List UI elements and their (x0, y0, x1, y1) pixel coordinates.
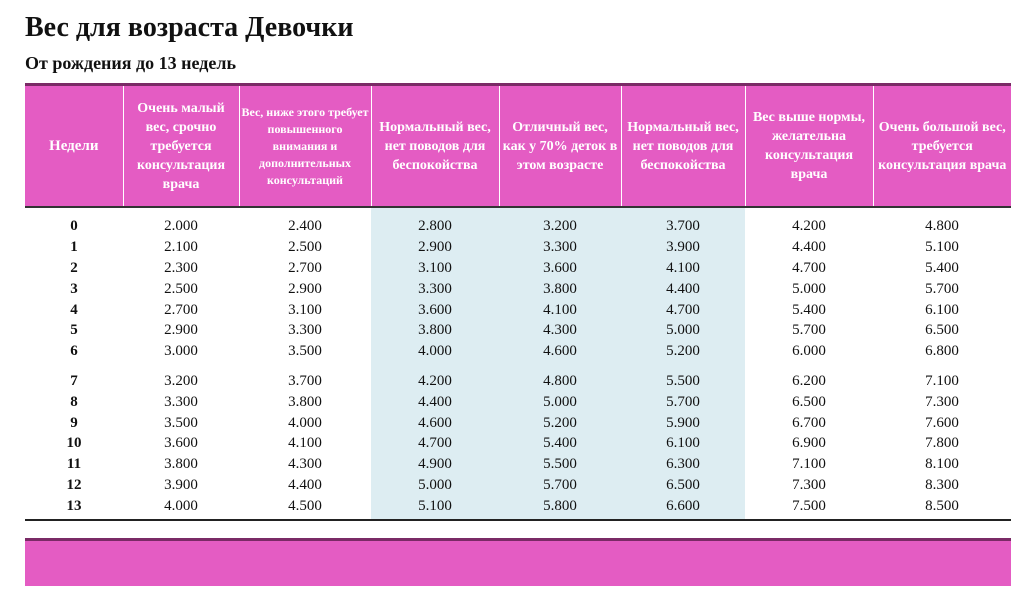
weight-cell: 6.000 (792, 343, 826, 360)
weight-cell: 3.900 (621, 237, 745, 258)
weight-cell: 7.300 (925, 393, 959, 410)
weight-cell: 4.400 (792, 239, 826, 256)
weight-cell: 3.000 (164, 343, 198, 360)
header-normal-weight-low: Нормальный вес, нет поводов для беспокойства (371, 85, 499, 208)
table-row (25, 433, 1011, 454)
weight-cell: 2.800 (371, 207, 499, 237)
week-cell: 3 (70, 280, 78, 297)
weight-cell: 4.200 (792, 218, 826, 235)
weight-cell: 7.300 (792, 476, 826, 493)
table-body (25, 207, 1011, 520)
weight-cell: 6.100 (925, 301, 959, 318)
weight-cell: 4.400 (621, 278, 745, 299)
week-cell: 2 (70, 259, 78, 276)
weight-cell: 5.700 (621, 391, 745, 412)
weight-cell: 3.600 (499, 258, 621, 279)
weight-cell: 4.400 (288, 476, 322, 493)
weight-cell: 3.200 (164, 372, 198, 389)
weight-cell: 4.300 (499, 320, 621, 341)
weight-cell: 2.500 (288, 239, 322, 256)
weight-cell: 3.800 (371, 320, 499, 341)
weight-cell: 3.100 (288, 301, 322, 318)
weight-cell: 6.700 (792, 414, 826, 431)
weight-table-container (25, 83, 1011, 521)
weight-cell: 4.100 (288, 435, 322, 452)
weight-cell: 5.800 (499, 495, 621, 520)
weight-cell: 2.900 (371, 237, 499, 258)
week-cell: 0 (70, 218, 78, 235)
table-row (25, 299, 1011, 320)
footer-bar (25, 538, 1011, 586)
weight-cell: 4.000 (288, 414, 322, 431)
week-cell: 13 (25, 495, 123, 520)
weight-cell: 6.600 (621, 495, 745, 520)
weight-cell: 3.300 (499, 237, 621, 258)
weight-cell: 4.600 (499, 341, 621, 362)
weight-table (25, 83, 1011, 521)
weight-cell: 5.200 (621, 341, 745, 362)
weight-cell: 5.100 (925, 239, 959, 256)
week-cell: 7 (70, 372, 78, 389)
table-row (25, 341, 1011, 362)
week-cell: 1 (70, 239, 78, 256)
weight-cell: 5.500 (621, 362, 745, 392)
weight-cell: 5.400 (925, 259, 959, 276)
weight-cell: 8.300 (925, 476, 959, 493)
weight-cell: 3.900 (164, 476, 198, 493)
weight-cell: 4.200 (371, 362, 499, 392)
weight-cell: 4.100 (499, 299, 621, 320)
weight-cell: 5.700 (499, 475, 621, 496)
weight-cell: 4.500 (239, 495, 371, 520)
table-row (25, 258, 1011, 279)
header-above-normal-weight: Вес выше нормы, желательна консультация врача (745, 85, 873, 208)
page-subtitle: От рождения до 13 недель (25, 53, 236, 73)
weight-cell: 5.000 (371, 475, 499, 496)
weight-cell: 3.600 (164, 435, 198, 452)
weight-cell: 6.500 (621, 475, 745, 496)
weight-cell: 3.700 (621, 207, 745, 237)
table-row (25, 495, 1011, 520)
table-row (25, 362, 1011, 392)
table-row (25, 237, 1011, 258)
table-row (25, 320, 1011, 341)
weight-cell: 5.200 (499, 412, 621, 433)
weight-cell: 4.700 (621, 299, 745, 320)
weight-cell: 4.600 (371, 412, 499, 433)
week-cell: 9 (70, 414, 78, 431)
week-cell: 11 (66, 456, 82, 473)
weight-cell: 2.700 (288, 259, 322, 276)
weight-cell: 5.400 (792, 301, 826, 318)
weight-cell: 4.800 (925, 218, 959, 235)
weight-cell: 7.600 (925, 414, 959, 431)
weight-cell: 6.900 (792, 435, 826, 452)
table-row (25, 475, 1011, 496)
weight-cell: 5.500 (499, 454, 621, 475)
week-cell: 5 (70, 322, 78, 339)
weight-cell: 4.100 (621, 258, 745, 279)
weight-cell: 5.000 (792, 280, 826, 297)
weight-cell: 4.000 (123, 495, 239, 520)
weight-cell: 2.100 (164, 239, 198, 256)
weight-cell: 2.000 (164, 218, 198, 235)
table-row (25, 454, 1011, 475)
weight-cell: 2.400 (288, 218, 322, 235)
weight-cell: 6.300 (621, 454, 745, 475)
weight-cell: 2.900 (164, 322, 198, 339)
weight-cell: 8.100 (925, 456, 959, 473)
weight-cell: 5.000 (499, 391, 621, 412)
weight-cell: 2.700 (164, 301, 198, 318)
weight-cell: 8.500 (873, 495, 1011, 520)
weight-cell: 4.900 (371, 454, 499, 475)
header-very-low-weight: Очень малый вес, срочно требуется консультация врача (123, 85, 239, 208)
week-cell: 6 (70, 343, 78, 360)
weight-cell: 6.800 (925, 343, 959, 360)
weight-cell: 5.700 (792, 322, 826, 339)
weight-cell: 3.300 (288, 322, 322, 339)
header-very-high-weight: Очень большой вес, требуется консультация врача (873, 85, 1011, 208)
page-title: Вес для возраста Девочки (25, 12, 354, 43)
weight-cell: 3.100 (371, 258, 499, 279)
week-cell: 12 (66, 476, 82, 493)
weight-cell: 3.700 (288, 372, 322, 389)
weight-cell: 3.800 (499, 278, 621, 299)
table-row (25, 412, 1011, 433)
weight-cell: 5.100 (371, 495, 499, 520)
table-row (25, 391, 1011, 412)
weight-cell: 6.200 (792, 372, 826, 389)
weight-cell: 4.700 (792, 259, 826, 276)
weight-cell: 3.300 (164, 393, 198, 410)
weight-cell: 4.300 (288, 456, 322, 473)
weight-cell: 4.400 (371, 391, 499, 412)
header-excellent-weight: Отличный вес, как у 70% деток в этом возрасте (499, 85, 621, 208)
weight-cell: 3.800 (288, 393, 322, 410)
weight-cell: 6.500 (792, 393, 826, 410)
weight-cell: 7.800 (925, 435, 959, 452)
weight-cell: 4.800 (499, 362, 621, 392)
weight-cell: 4.000 (371, 341, 499, 362)
table-row (25, 278, 1011, 299)
weight-cell: 7.500 (745, 495, 873, 520)
weight-cell: 3.200 (499, 207, 621, 237)
weight-cell: 7.100 (792, 456, 826, 473)
header-below-normal-weight: Вес, ниже этого требует повышенного внимания и дополнительных консультаций (239, 85, 371, 208)
weight-cell: 3.500 (288, 343, 322, 360)
header-weeks: Недели (25, 85, 123, 208)
week-cell: 10 (66, 435, 82, 452)
weight-cell: 5.700 (925, 280, 959, 297)
weight-cell: 6.500 (925, 322, 959, 339)
weight-cell: 2.500 (164, 280, 198, 297)
header-normal-weight-high: Нормальный вес, нет поводов для беспокойства (621, 85, 745, 208)
weight-cell: 5.000 (621, 320, 745, 341)
weight-cell: 6.100 (621, 433, 745, 454)
week-cell: 8 (70, 393, 78, 410)
weight-cell: 7.100 (925, 372, 959, 389)
weight-cell: 3.300 (371, 278, 499, 299)
weight-cell: 4.700 (371, 433, 499, 454)
weight-cell: 2.300 (164, 259, 198, 276)
table-header-row (25, 85, 1011, 208)
weight-cell: 3.500 (164, 414, 198, 431)
weight-cell: 3.600 (371, 299, 499, 320)
weight-cell: 5.900 (621, 412, 745, 433)
weight-cell: 2.900 (288, 280, 322, 297)
weight-cell: 3.800 (164, 456, 198, 473)
table-row (25, 207, 1011, 237)
week-cell: 4 (70, 301, 78, 318)
weight-cell: 5.400 (499, 433, 621, 454)
